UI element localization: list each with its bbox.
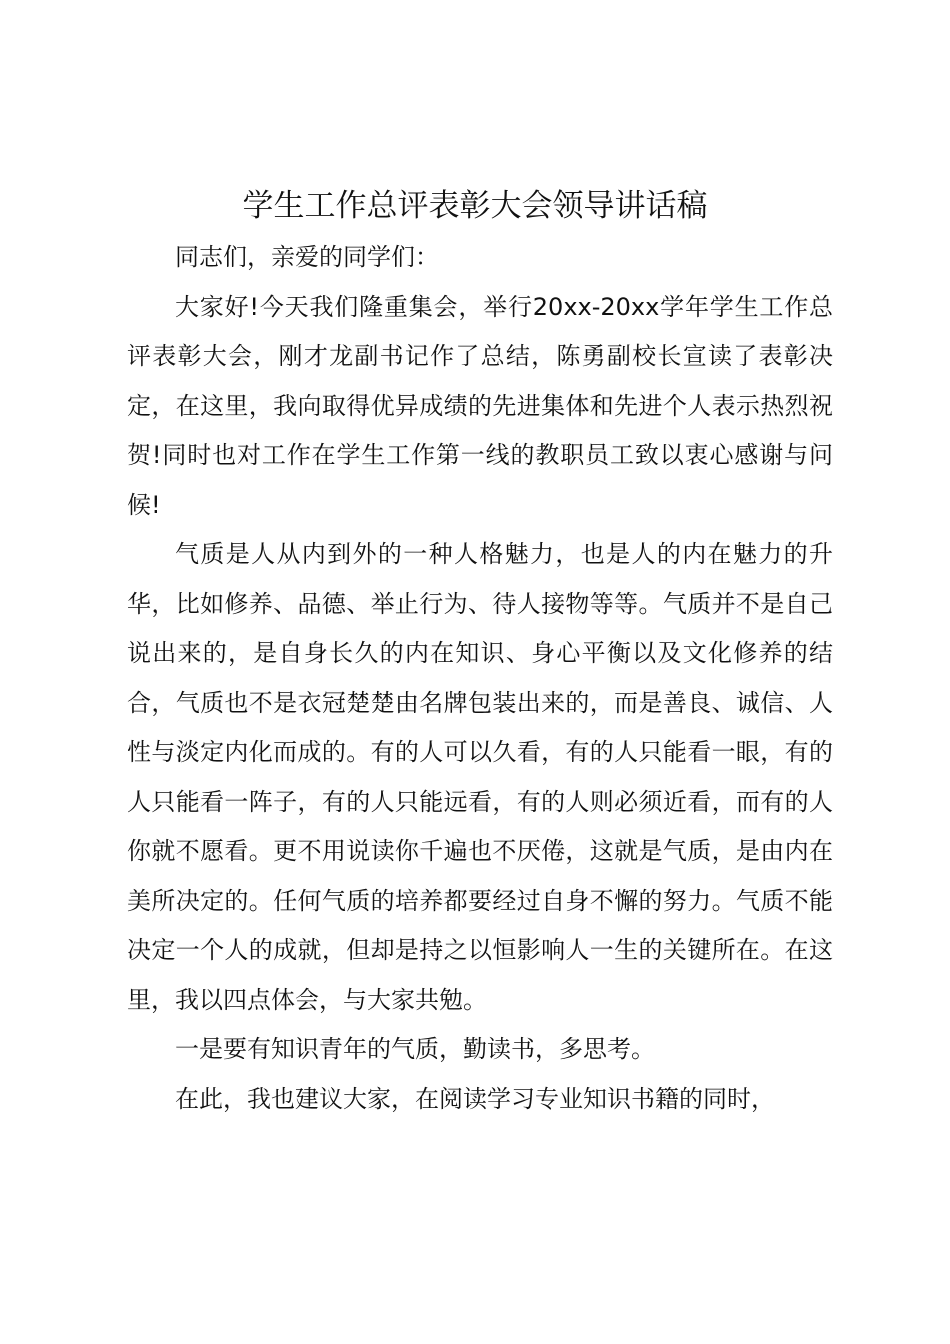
opening-paragraph: 大家好!今天我们隆重集会，举行20xx-20xx学年学生工作总评表彰大会，刚才龙副书记作了总结，陈勇副校长宣读了表彰决定，在这里，我向取得优异成绩的先进集体和先进个人表示热烈祝贺!同时也对工作在学生工作第一线的教职员工致以衷心感谢与问候! [127, 292, 833, 519]
temperament-paragraph: 气质是人从内到外的一种人格魅力，也是人的内在魅力的升华，比如修养、品德、举止行为、待人接物等等。气质并不是自己说出来的，是自身长久的内在知识、身心平衡以及文化修养的结合，气质也不是衣冠楚楚由名牌包装出来的，而是善良、诚信、人性与淡定内化而成的。有的人可以久看，有的人只能看一眼，有的人只能看一阵子，有的人只能远看，有的人则必须近看，而有的人你就不愿看。更不用说读你千遍也不厌倦，这就是气质，是由内在美所决定的。任何气质的培养都要经过自身不懈的努力。气质不能决定一个人的成就，但却是持之以恒影响人一生的关键所在。在这里，我以四点体会，与大家共勉。 [127, 540, 833, 1014]
document-body [127, 233, 833, 1124]
point-one-heading: 一是要有知识青年的气质，勤读书，多思考。 [175, 1035, 655, 1063]
document-title: 学生工作总评表彰大会领导讲话稿 [242, 188, 708, 224]
suggestion-paragraph: 在此，我也建议大家，在阅读学习专业知识书籍的同时， [175, 1084, 775, 1113]
greeting-paragraph: 同志们，亲爱的同学们： [175, 243, 439, 271]
